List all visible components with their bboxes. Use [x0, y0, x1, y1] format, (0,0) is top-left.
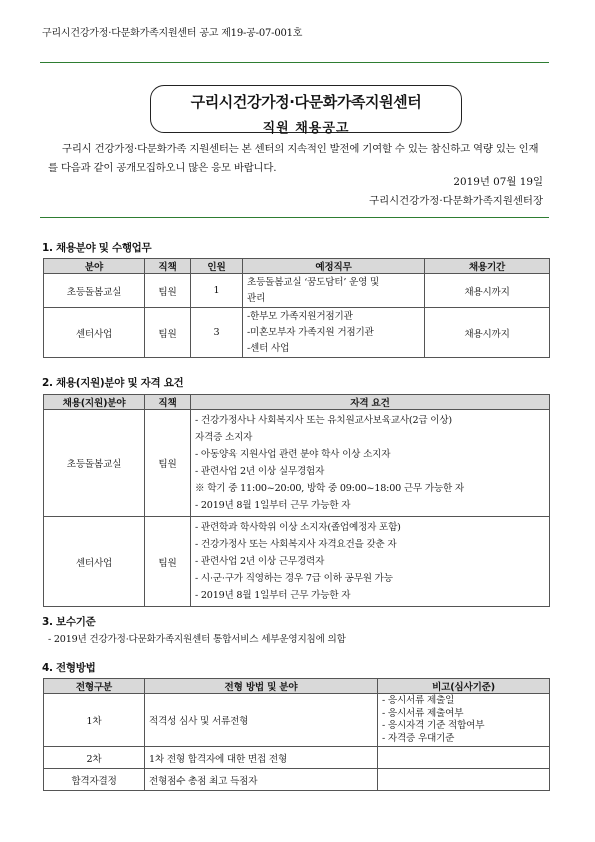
row-stage: 합격자결정 [44, 769, 145, 791]
requirement-line: - 아동양육 지원사업 관련 분야 학사 이상 소지자 [195, 449, 391, 460]
table-row [44, 308, 550, 358]
row-method: 적격성 심사 및 서류전형 [145, 694, 378, 747]
row-duties [243, 274, 425, 308]
header-field: 분야 [44, 259, 145, 274]
row-position: 팀원 [145, 308, 191, 358]
row-position: 팀원 [145, 410, 191, 517]
row-method: 전형점수 총점 최고 득점자 [145, 769, 378, 791]
row-requirements [191, 410, 550, 517]
row-field: 센터사업 [44, 517, 145, 607]
table-header-row [44, 259, 550, 274]
row-criteria [378, 694, 550, 747]
row-period: 채용시까지 [425, 308, 550, 358]
duty-line: -한부모 가족지원거점기관 [247, 310, 353, 322]
duty-line: 관리 [247, 292, 266, 304]
table-row [44, 517, 550, 607]
title-box [150, 85, 462, 136]
row-criteria [378, 747, 550, 769]
duty-line: -미혼모부자 가족지원 거점기관 [247, 326, 374, 338]
row-field: 센터사업 [44, 308, 145, 358]
row-method: 1차 전형 합격자에 대한 면접 전형 [145, 747, 378, 769]
announcing-organization: 구리시건강가정·다문화가족지원센터장 [369, 195, 543, 207]
row-count: 3 [191, 308, 243, 358]
duty-line: -센터 사업 [247, 342, 290, 354]
table-row [44, 769, 550, 791]
requirement-line: ※ 학기 중 11:00~20:00, 방학 중 09:00~18:00 근무 가능한 자 [195, 483, 464, 494]
requirement-line: - 관련사업 2년 이상 실무경험자 [195, 466, 325, 477]
header-duties: 예정직무 [243, 259, 425, 274]
salary-basis: - 2019년 건강가정·다문화가족지원센터 통합서비스 세부운영지침에 의함 [48, 634, 346, 645]
table-row [44, 747, 550, 769]
header-criteria: 비고(심사기준) [378, 679, 550, 694]
title-org: 구리시건강가정·다문화가족지원센터 [190, 93, 422, 111]
header-period: 채용기간 [425, 259, 550, 274]
header-field: 채용(지원)분야 [44, 395, 145, 410]
announcement-date: 2019년 07월 19일 [453, 176, 543, 188]
requirement-line: - 건강가정사 또는 사회복지사 자격요건을 갖춘 자 [195, 539, 397, 550]
requirement-line: 자격증 소지자 [195, 432, 253, 443]
row-position: 팀원 [145, 517, 191, 607]
section1-title: 1. 채용분야 및 수행업무 [42, 242, 152, 254]
header-count: 인원 [191, 259, 243, 274]
requirement-line: - 2019년 8월 1일부터 근무 가능한 자 [195, 500, 351, 511]
header-stage: 전형구분 [44, 679, 145, 694]
criteria-line: - 자격증 우대기준 [382, 732, 455, 744]
section4-title: 4. 전형방법 [42, 662, 96, 674]
row-count: 1 [191, 274, 243, 308]
recruitment-table [43, 258, 550, 358]
intro-paragraph: 구리시 건강가정·다문화가족 지원센터는 본 센터의 지속적인 발전에 기여할 수 있는 참신하고 역량 있는 인재를 다음과 같이 공개모집하오니 많은 응모 바랍니다. [48, 143, 539, 174]
table-header-row [44, 679, 550, 694]
row-period: 채용시까지 [425, 274, 550, 308]
section3-title: 3. 보수기준 [42, 616, 96, 628]
requirement-line: - 시·군·구가 직영하는 경우 7급 이하 공무원 가능 [195, 573, 393, 584]
requirement-line: - 2019년 8월 1일부터 근무 가능한 자 [195, 590, 351, 601]
table-row [44, 694, 550, 747]
header-method: 전형 방법 및 분야 [145, 679, 378, 694]
table-row [44, 274, 550, 308]
criteria-line: - 응시자격 기준 적합여부 [382, 720, 485, 731]
row-duties [243, 308, 425, 358]
row-field: 초등돌봄교실 [44, 274, 145, 308]
document-number: 구리시건강가정·다문화가족지원센터 공고 제19-공-07-001호 [42, 28, 303, 39]
middle-divider [40, 217, 549, 218]
requirement-line: - 관련학과 학사학위 이상 소지자(졸업예정자 포함) [195, 522, 401, 533]
top-divider [40, 62, 549, 63]
criteria-line: - 응시서류 제출여부 [382, 707, 464, 719]
row-requirements [191, 517, 550, 607]
table-row [44, 410, 550, 517]
selection-table [43, 678, 550, 791]
header-position: 직책 [145, 395, 191, 410]
requirement-line: - 관련사업 2년 이상 근무경력자 [195, 556, 325, 567]
duty-line: 초등돌봄교실 ‘꿈도담터’ 운영 및 [247, 276, 380, 288]
qualification-table [43, 394, 550, 607]
row-position: 팀원 [145, 274, 191, 308]
criteria-line: - 응시서류 제출일 [382, 695, 455, 706]
requirement-line: - 건강가정사나 사회복지사 또는 유치원교사보육교사(2급 이상) [195, 415, 452, 426]
section2-title: 2. 채용(지원)분야 및 자격 요건 [42, 377, 184, 389]
row-stage: 2차 [44, 747, 145, 769]
table-header-row [44, 395, 550, 410]
header-position: 직책 [145, 259, 191, 274]
header-requirements: 자격 요건 [191, 395, 550, 410]
row-field: 초등돌봄교실 [44, 410, 145, 517]
row-stage: 1차 [44, 694, 145, 747]
row-criteria [378, 769, 550, 791]
title-subject: 직원 채용공고 [262, 121, 350, 136]
